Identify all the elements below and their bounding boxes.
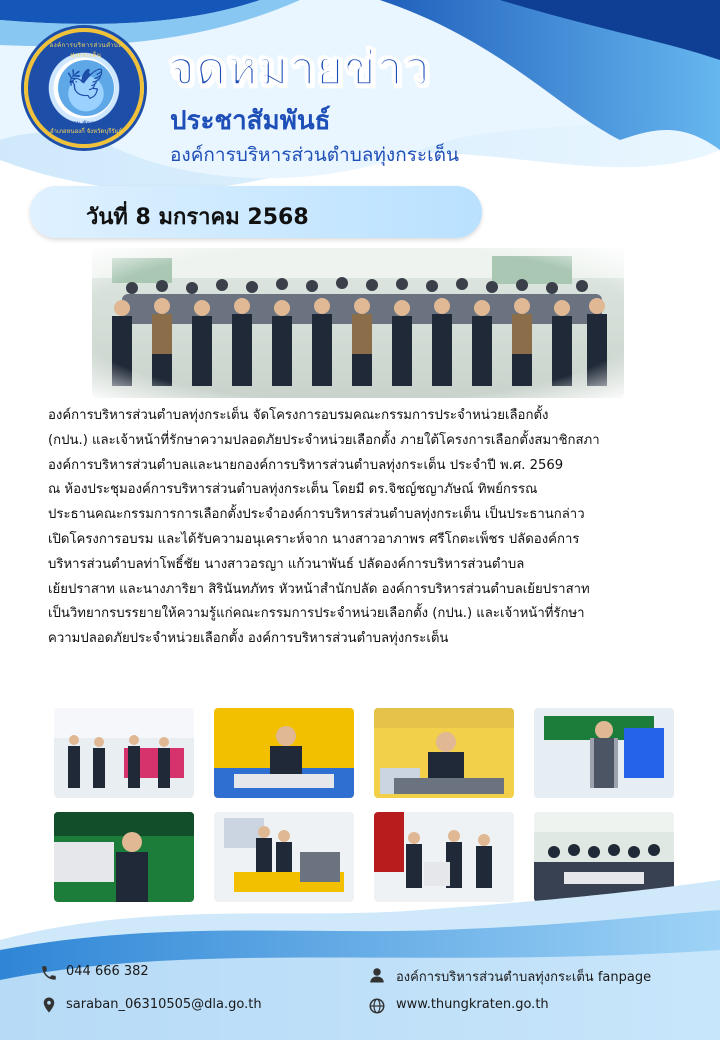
- article-line: ความปลอดภัยประจำหน่วยเลือกตั้ง องค์การบริหารส่วนตำบลทุ่งกระเต็น: [48, 631, 449, 647]
- article-body: [48, 404, 676, 652]
- logo-motto: คุณธรรม พัฒนา ยั่งยืน: [56, 120, 116, 127]
- photo-gallery: [50, 700, 670, 900]
- group-photo: [92, 248, 624, 398]
- email-address[interactable]: saraban_06310505@dla.go.th: [66, 997, 262, 1012]
- article-line: ประธานคณะกรรมการการเลือกตั้งประจำองค์การบริหารส่วนตำบลทุ่งกระเต็น เป็นประธานกล่าว: [48, 507, 585, 523]
- article-line: เปิดโครงการอบรม และได้รับความอนุเคราะห์จาก นางสาวอาภาพร ศรีโกตะเพ็ชร ปลัดองค์การ: [48, 531, 580, 547]
- article-line: (กปน.) และเจ้าหน้าที่รักษาความปลอดภัยประจำหน่วยเลือกตั้ง ภายใต้โครงการเลือกตั้งสมาชิกสภา: [48, 432, 600, 448]
- phone-icon: [40, 964, 58, 982]
- gallery-photo: [534, 708, 674, 798]
- footer-wave: [0, 880, 720, 1040]
- globe-icon: [368, 997, 386, 1015]
- organization-logo: [24, 28, 144, 148]
- article-line: บริหารส่วนตำบลท่าโพธิ์ชัย นางสาวอรญา แก้วนาพันธ์ ปลัดองค์การบริหารส่วนตำบล: [48, 556, 525, 572]
- logo-ring-top-text: องค์การบริหารส่วนตำบลทุ่งกระเต็น: [49, 42, 123, 59]
- logo-ring-bottom-text: อำเภอหนองกี่ จังหวัดบุรีรัมย์: [49, 128, 123, 135]
- newsletter-subtitle: ประชาสัมพันธ์: [170, 106, 331, 136]
- bird-icon: 🕊: [66, 67, 105, 102]
- article-line: เย้ยปราสาท และนางภาริยา สิรินันทภัทร หัวหน้าสำนักปลัด องค์การบริหารส่วนตำบลเย้ยปราสาท: [48, 581, 590, 597]
- fanpage-link[interactable]: องค์การบริหารส่วนตำบลทุ่งกระเต็น fanpage: [396, 970, 652, 985]
- user-icon: [368, 966, 386, 984]
- news-date: วันที่ 8 มกราคม 2568: [86, 205, 309, 230]
- article-line: องค์การบริหารส่วนตำบลทุ่งกระเต็น จัดโครงการอบรมคณะกรรมการประจำหน่วยเลือกตั้ง: [48, 408, 549, 423]
- gallery-photo: [374, 708, 514, 798]
- newsletter-title: จดหมายข่าว: [168, 41, 431, 95]
- gallery-photo: [54, 708, 194, 798]
- organization-name: องค์การบริหารส่วนตำบลทุ่งกระเต็น: [170, 144, 459, 166]
- article-line: ณ ห้องประชุมองค์การบริหารส่วนตำบลทุ่งกระเต็น โดยมี ดร.จิชญ์ชญาภัษณ์ ทิพย์กรรณ: [48, 482, 538, 498]
- location-pin-icon: [40, 996, 58, 1014]
- phone-number[interactable]: 044 666 382: [66, 964, 149, 979]
- gallery-photo: [214, 708, 354, 798]
- website-link[interactable]: www.thungkraten.go.th: [396, 997, 549, 1012]
- article-line: องค์การบริหารส่วนตำบลและนายกองค์การบริหารส่วนตำบลทุ่งกระเต็น ประจำปี พ.ศ. 2569: [48, 457, 564, 473]
- article-line: เป็นวิทยากรบรรยายให้ความรู้แก่คณะกรรมการประจำหน่วยเลือกตั้ง (กปน.) และเจ้าหน้าที่รักษา: [48, 606, 585, 622]
